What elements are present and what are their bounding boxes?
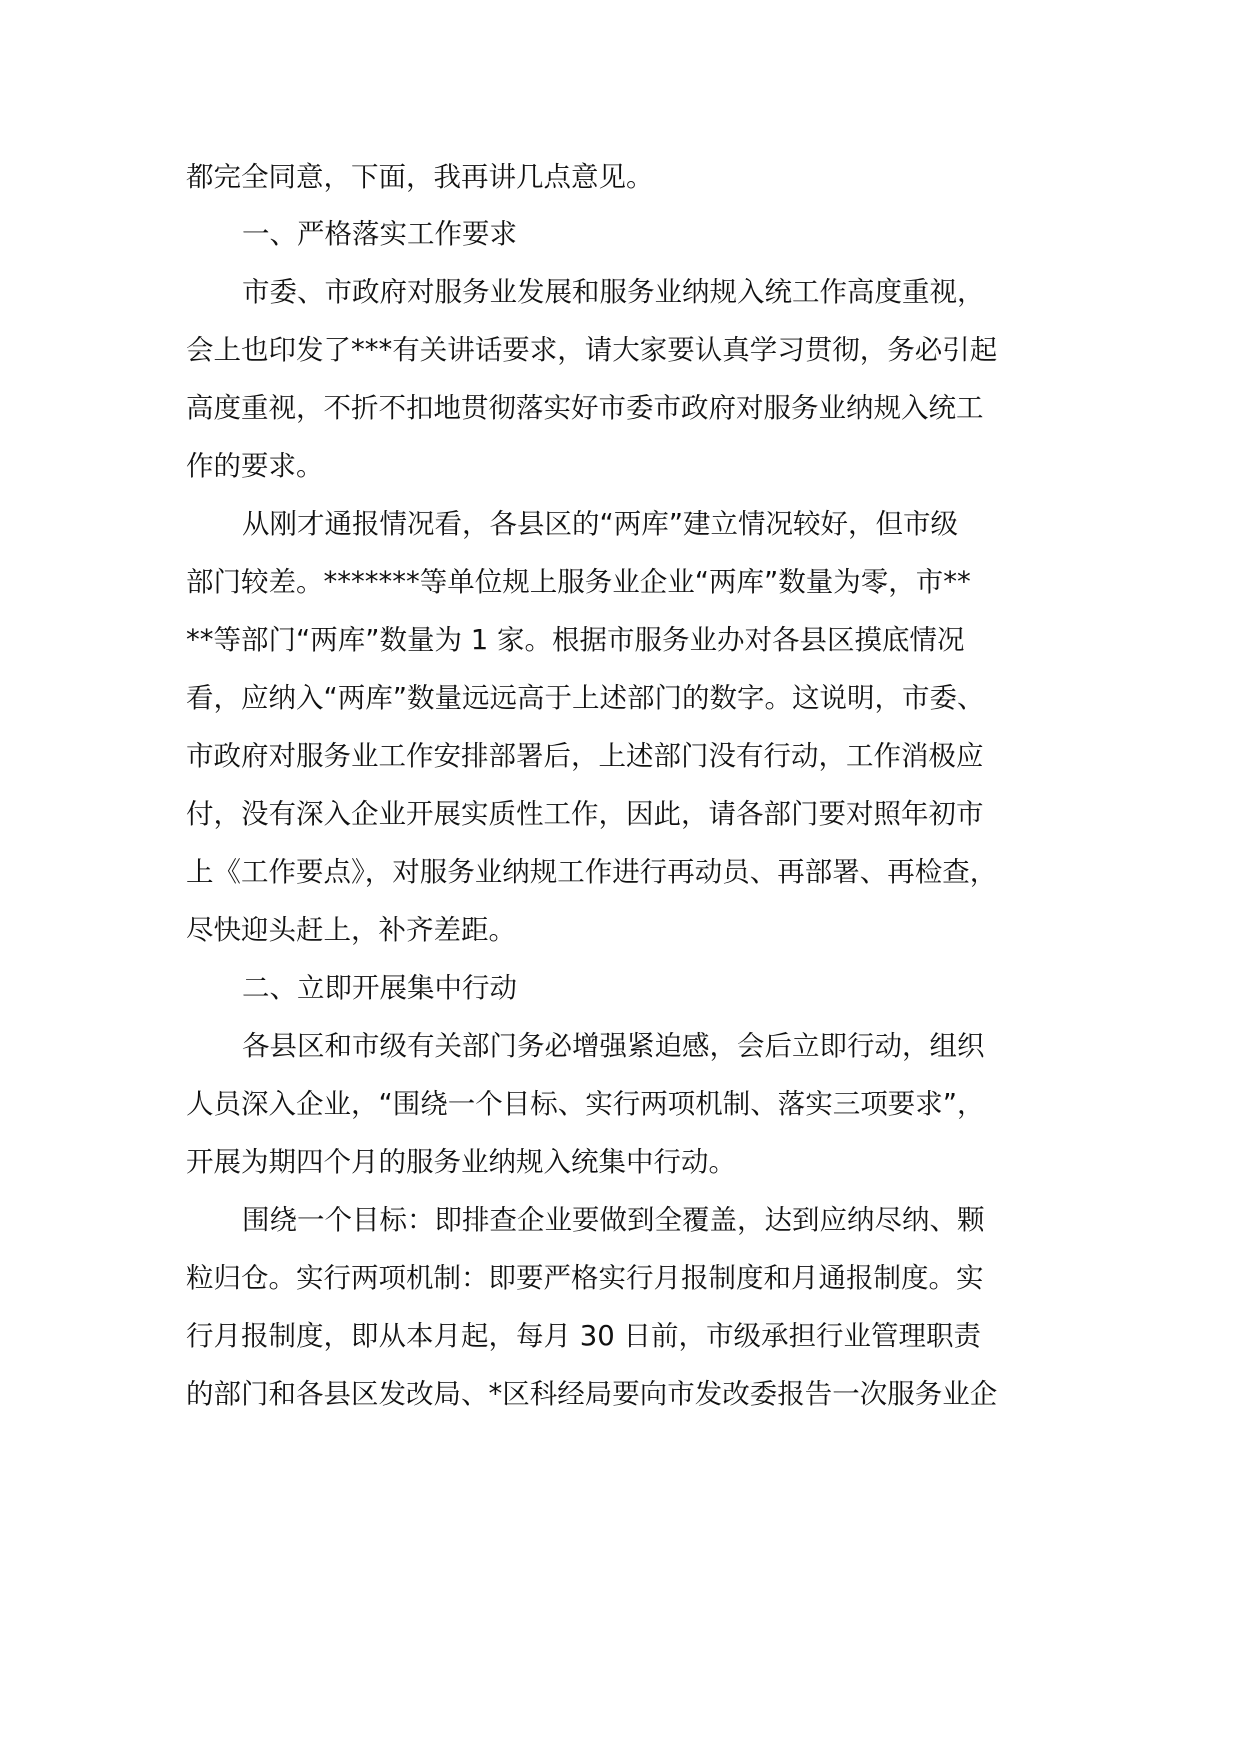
body-text-line: 付，没有深入企业开展实质性工作，因此，请各部门要对照年初市 (186, 798, 984, 830)
body-text-line: 围绕一个目标：即排查企业要做到全覆盖，达到应纳尽纳、颗 (242, 1204, 985, 1236)
body-text-line: 尽快迎头赶上，补齐差距。 (186, 914, 516, 946)
body-text-line: 部门较差。*******等单位规上服务业企业“两库”数量为零，市** (186, 566, 971, 598)
section-heading: 一、严格落实工作要求 (242, 218, 517, 250)
body-text-line: 开展为期四个月的服务业纳规入统集中行动。 (186, 1146, 736, 1178)
body-text-line: 的部门和各县区发改局、*区科经局要向市发改委报告一次服务业企 (186, 1378, 998, 1410)
body-text-line: 会上也印发了***有关讲话要求，请大家要认真学习贯彻，务必引起 (186, 334, 998, 366)
body-text-line: 上《工作要点》，对服务业纳规工作进行再动员、再部署、再检查， (186, 856, 998, 888)
body-text-line: 作的要求。 (186, 450, 324, 482)
section-heading: 二、立即开展集中行动 (242, 972, 517, 1004)
body-text-line: **等部门“两库”数量为 1 家。根据市服务业办对各县区摸底情况 (186, 624, 965, 656)
body-text-line: 各县区和市级有关部门务必增强紧迫感，会后立即行动，组织 (242, 1030, 985, 1062)
body-text-line: 市委、市政府对服务业发展和服务业纳规入统工作高度重视， (242, 276, 985, 308)
body-text-line: 市政府对服务业工作安排部署后，上述部门没有行动，工作消极应 (186, 740, 984, 772)
body-text-line: 人员深入企业，“围绕一个目标、实行两项机制、落实三项要求”， (186, 1088, 985, 1120)
body-text-line: 看，应纳入“两库”数量远远高于上述部门的数字。这说明，市委、 (186, 682, 985, 714)
body-text-line: 高度重视，不折不扣地贯彻落实好市委市政府对服务业纳规入统工 (186, 392, 984, 424)
body-text-line: 粒归仓。实行两项机制：即要严格实行月报制度和月通报制度。实 (186, 1262, 984, 1294)
body-text-line: 都完全同意，下面，我再讲几点意见。 (186, 161, 654, 193)
body-text-line: 从刚才通报情况看，各县区的“两库”建立情况较好，但市级 (242, 508, 958, 540)
body-text-line: 行月报制度，即从本月起，每月 30 日前，市级承担行业管理职责 (186, 1320, 981, 1352)
